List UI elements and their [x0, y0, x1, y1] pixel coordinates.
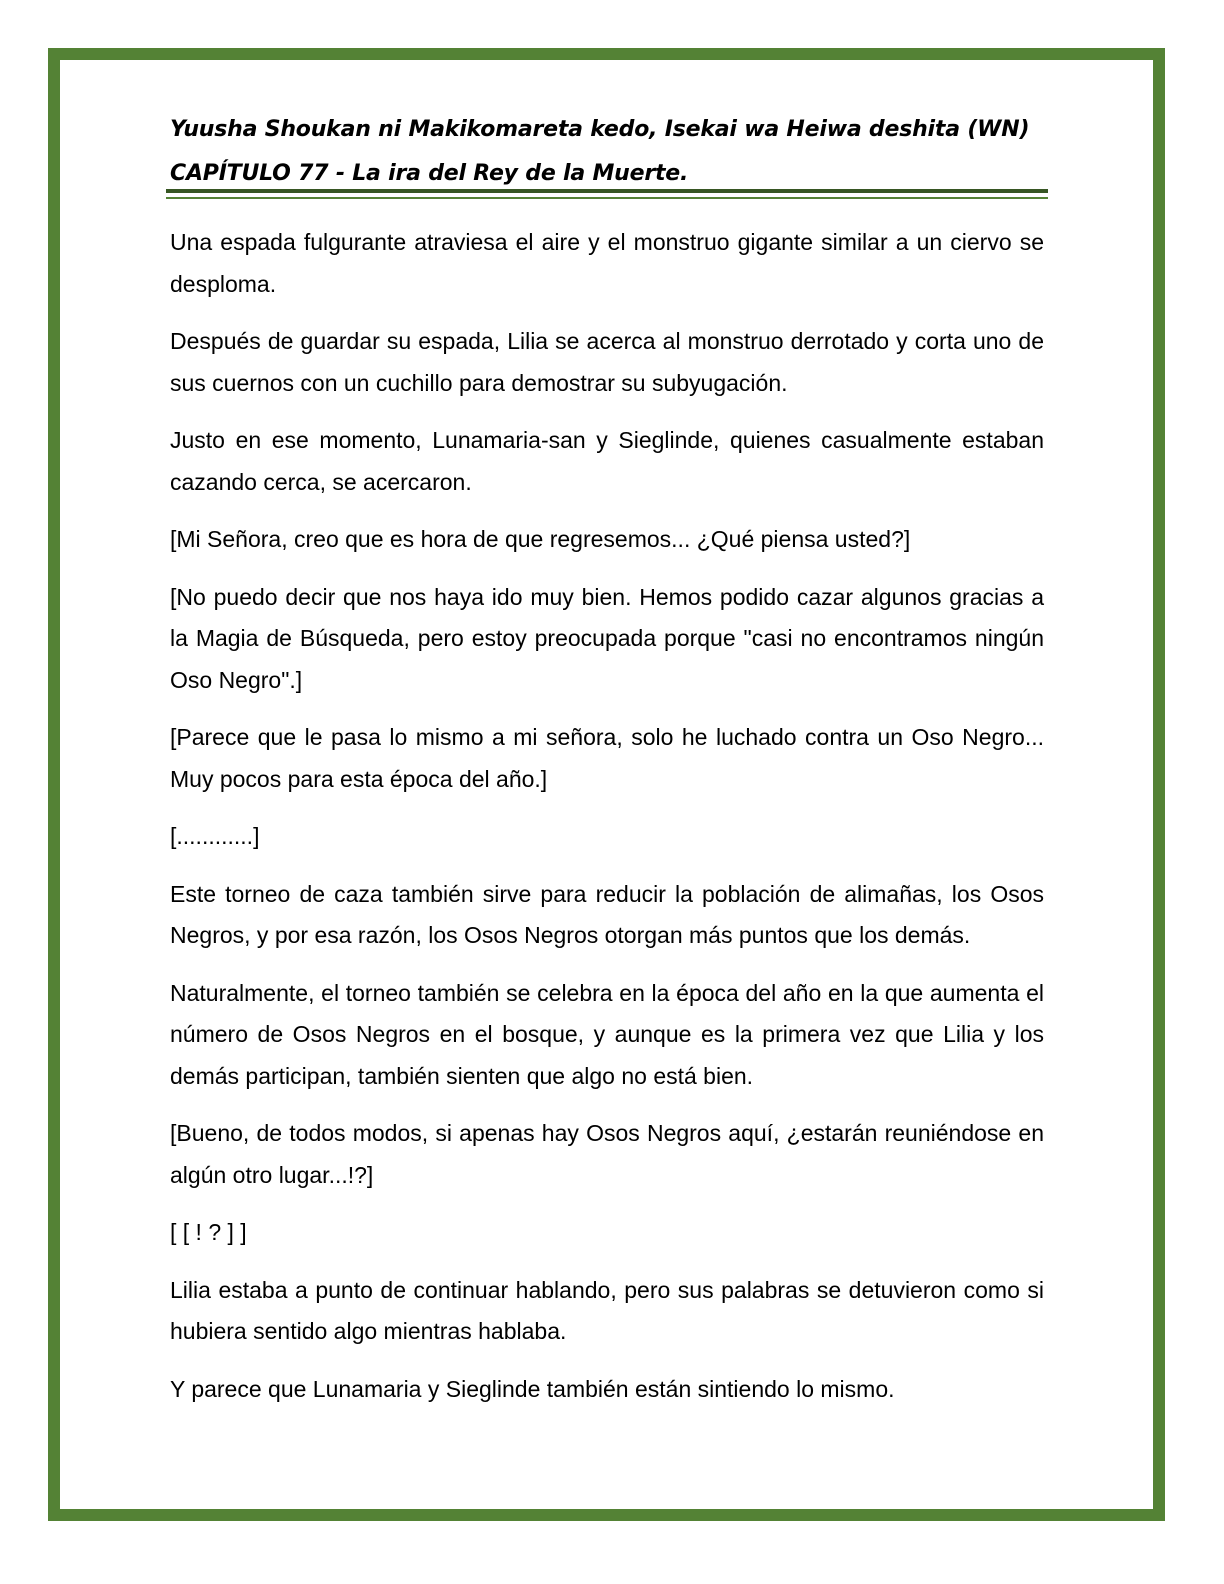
paragraph: [ [ ! ? ] ]	[170, 1219, 247, 1245]
header-rule-thin	[166, 197, 1048, 199]
paragraph: [Bueno, de todos modos, si apenas hay Osos Negros aquí, ¿estarán reuniéndose en algún otro lugar...!?]	[170, 1120, 1044, 1188]
paragraph: [Parece que le pasa lo mismo a mi señora, solo he luchado contra un Oso Negro... Muy pocos para esta época del año.]	[170, 724, 1044, 792]
paragraph: [Mi Señora, creo que es hora de que regresemos... ¿Qué piensa usted?]	[170, 526, 911, 552]
paragraph: [............]	[170, 823, 260, 849]
paragraph: [No puedo decir que nos haya ido muy bien. Hemos podido cazar algunos gracias a la Magia de Búsqueda, pero estoy preocupada porque "casi no encontramos ningún Oso Negro".]	[170, 583, 1044, 693]
paragraph: Naturalmente, el torneo también se celebra en la época del año en la que aumenta el número de Osos Negros en el bosque, y aunque es la primera vez que Lilia y los demás participan, también sienten que algo no está bien.	[170, 979, 1044, 1089]
chapter-title: CAPÍTULO 77 - La ira del Rey de la Muerte.	[170, 161, 689, 186]
series-title: Yuusha Shoukan ni Makikomareta kedo, Isekai wa Heiwa deshita (WN)	[170, 117, 1030, 142]
paragraph: Y parece que Lunamaria y Sieglinde también están sintiendo lo mismo.	[170, 1375, 895, 1402]
paragraph: Lilia estaba a punto de continuar hablando, pero sus palabras se detuvieron como si hubiera sentido algo mientras hablaba.	[170, 1276, 1044, 1344]
body-text	[170, 222, 1044, 1426]
paragraph: Justo en ese momento, Lunamaria-san y Sieglinde, quienes casualmente estaban cazando cerca, se acercaron.	[170, 427, 1044, 495]
header-rule-thick	[166, 189, 1048, 193]
paragraph: Después de guardar su espada, Lilia se acerca al monstruo derrotado y corta uno de sus cuernos con un cuchillo para demostrar su subyugación.	[170, 328, 1044, 396]
paragraph: Este torneo de caza también sirve para reducir la población de alimañas, los Osos Negros, y por esa razón, los Osos Negros otorgan más puntos que los demás.	[170, 880, 1044, 948]
document-header	[170, 108, 1050, 196]
paragraph: Una espada fulgurante atraviesa el aire y el monstruo gigante similar a un ciervo se desploma.	[170, 229, 1044, 297]
